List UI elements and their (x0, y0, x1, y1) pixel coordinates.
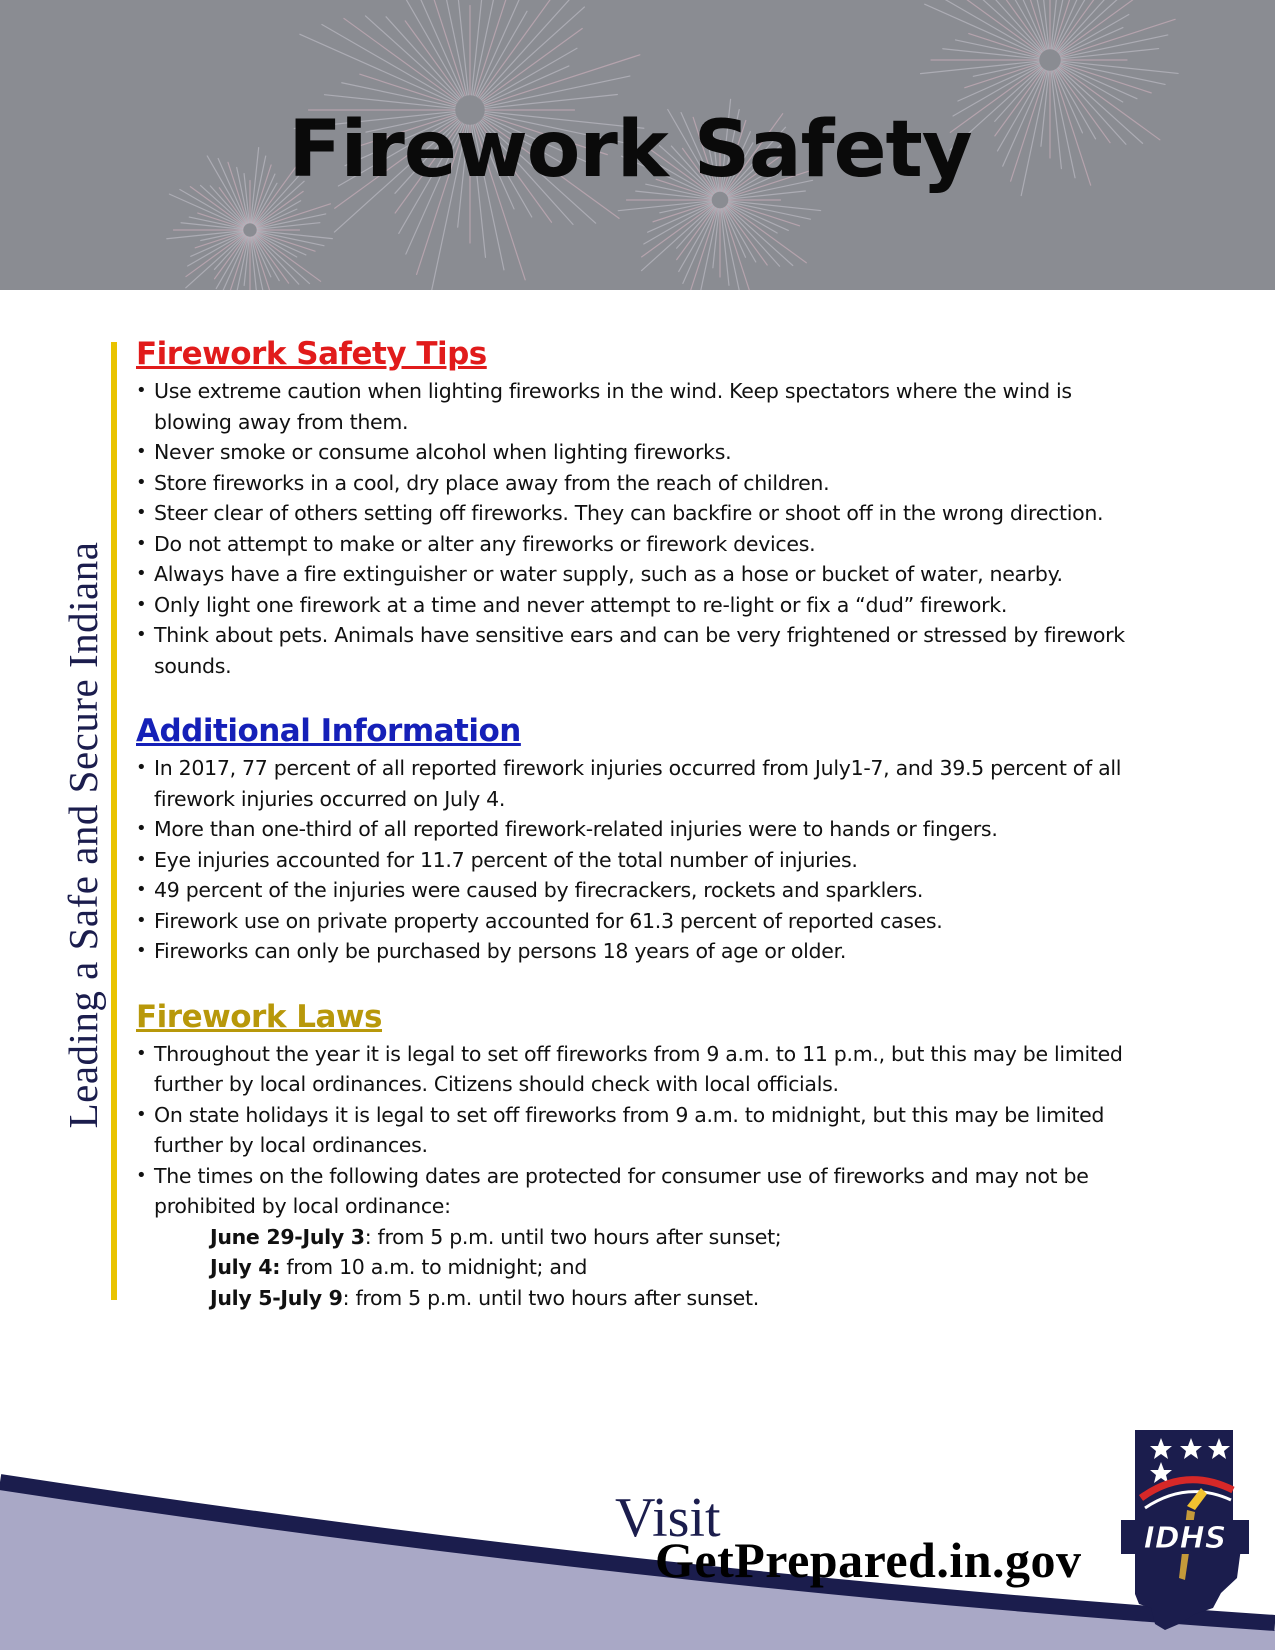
date-line (210, 1283, 1136, 1314)
additional-info-list (136, 753, 1136, 967)
list-item: • Steer clear of others setting off fireworks. They can backfire or shoot off in the wrong direction. (136, 498, 1136, 529)
date-line (210, 1252, 1136, 1283)
sidebar-tagline: Leading a Safe and Secure Indiana (60, 541, 106, 1129)
logo-text: IDHS (1143, 1521, 1227, 1556)
list-item: • Fireworks can only be purchased by persons 18 years of age or older. (136, 936, 1136, 967)
list-item: • Always have a fire extinguisher or water supply, such as a hose or bucket of water, nearby. (136, 559, 1136, 590)
list-item: • Throughout the year it is legal to set off fireworks from 9 a.m. to 11 p.m., but this may be limited further by local ordinances. Citizens should check with local officials. (136, 1039, 1136, 1100)
list-item: • Only light one firework at a time and never attempt to re-light or fix a “dud” firework. (136, 590, 1136, 621)
date-label: July 4: (210, 1255, 281, 1279)
date-text: from 10 a.m. to midnight; and (280, 1255, 588, 1279)
list-item: • On state holidays it is legal to set off fireworks from 9 a.m. to midnight, but this may be limited further by local ordinances. (136, 1100, 1136, 1161)
list-item: • Firework use on private property accounted for 61.3 percent of reported cases. (136, 906, 1136, 937)
list-item: • Eye injuries accounted for 11.7 percent of the total number of injuries. (136, 845, 1136, 876)
idhs-logo-icon (1115, 1428, 1255, 1638)
section-heading-additional-info: Additional Information (136, 713, 521, 749)
page-title: Firework Safety (288, 105, 972, 195)
date-text: : from 5 p.m. until two hours after sunset; (364, 1224, 782, 1249)
header-banner (0, 0, 1275, 290)
list-item: • Never smoke or consume alcohol when lighting fireworks. (136, 437, 1136, 468)
firework-laws-list (136, 1039, 1136, 1222)
section-safety-tips (136, 336, 1136, 681)
list-item: • Store fireworks in a cool, dry place away from the reach of children. (136, 468, 1136, 499)
visit-label: Visit (615, 1487, 721, 1549)
list-item: • More than one-third of all reported firework-related injuries were to hands or fingers. (136, 814, 1136, 845)
list-item: • In 2017, 77 percent of all reported firework injuries occurred from July1-7, and 39.5 percent of all firework injuries occurred on July 4. (136, 753, 1136, 814)
protected-dates (210, 1222, 1136, 1314)
section-firework-laws (136, 999, 1136, 1314)
main-content (136, 336, 1136, 1345)
section-heading-firework-laws: Firework Laws (136, 998, 383, 1035)
website-link[interactable]: GetPrepared.in.gov (655, 1532, 1082, 1588)
date-label: June 29-July 3 (210, 1224, 365, 1249)
date-label: July 5-July 9 (210, 1285, 343, 1310)
date-line (210, 1222, 1136, 1253)
section-heading-safety-tips: Firework Safety Tips (136, 336, 487, 372)
list-item: • Think about pets. Animals have sensitive ears and can be very frightened or stressed by firework sounds. (136, 620, 1136, 681)
list-item: • 49 percent of the injuries were caused by firecrackers, rockets and sparklers. (136, 875, 1136, 906)
list-item: • Do not attempt to make or alter any fireworks or firework devices. (136, 529, 1136, 560)
safety-tips-list (136, 376, 1136, 681)
list-item: • The times on the following dates are protected for consumer use of fireworks and may not be prohibited by local ordinance: (136, 1161, 1136, 1222)
section-additional-info (136, 713, 1136, 967)
accent-bar (111, 342, 117, 1300)
date-text: : from 5 p.m. until two hours after sunset. (342, 1285, 759, 1310)
list-item: • Use extreme caution when lighting fireworks in the wind. Keep spectators where the wind is blowing away from them. (136, 376, 1136, 437)
